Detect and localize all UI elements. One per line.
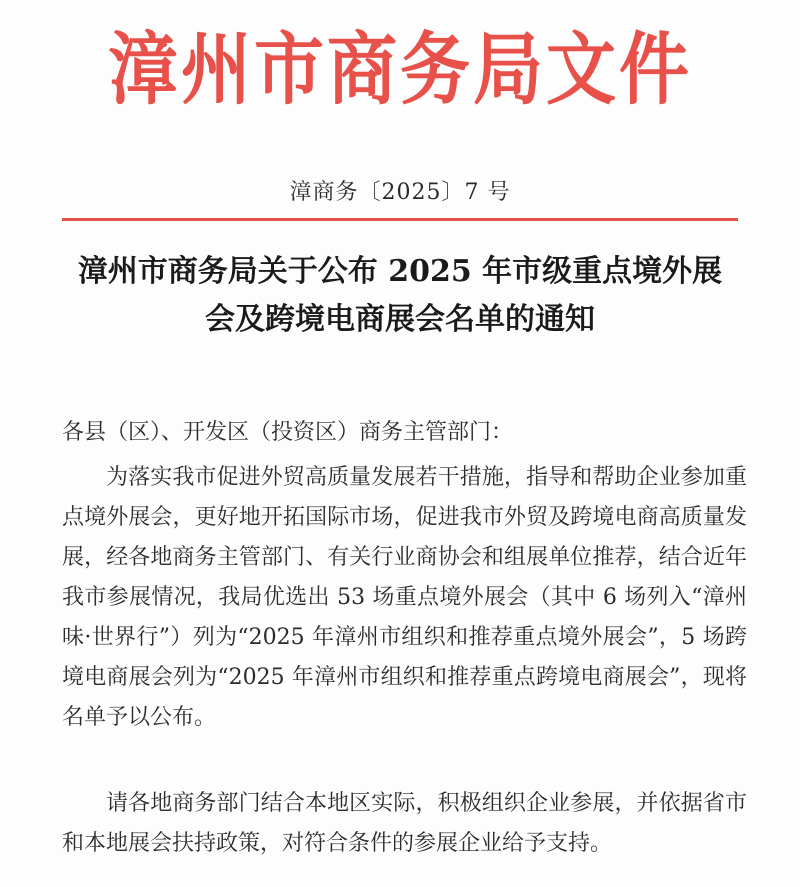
notice-title-line-1: 漳州市商务局关于公布 2025 年市级重点境外展 — [77, 254, 723, 289]
red-divider-line — [62, 218, 738, 221]
notice-title-line-2: 会及跨境电商展会名单的通知 — [205, 302, 595, 337]
salutation: 各县（区）、开发区（投资区）商务主管部门： — [62, 420, 514, 445]
issuer-header-title: 漳州市商务局文件 — [108, 22, 692, 116]
body-paragraph-2: 请各地商务部门结合本地区实际，积极组织企业参展，并依据省市和本地展会扶持政策，对符合条件的参展企业给予支持。 — [62, 791, 747, 856]
document-number: 漳商务〔2025〕7 号 — [289, 180, 511, 205]
body-paragraph-1: 为落实我市促进外贸高质量发展若干措施，指导和帮助企业参加重点境外展会，更好地开拓国际市场，促进我市外贸及跨境电商高质量发展，经各地商务主管部门、有关行业商协会和组展单位推荐，结合近年我市参展情况，我局优选出 53 场重点境外展会（其中 6 场列入“漳州味·世界行”）列为“2025 年漳州市组织和推荐重点境外展会”，5 场跨境电商展会列为“2025 年漳州市组织和推荐重点跨境电商展会”，现将名单予以公布。 — [62, 465, 747, 730]
notice-title — [40, 248, 760, 344]
